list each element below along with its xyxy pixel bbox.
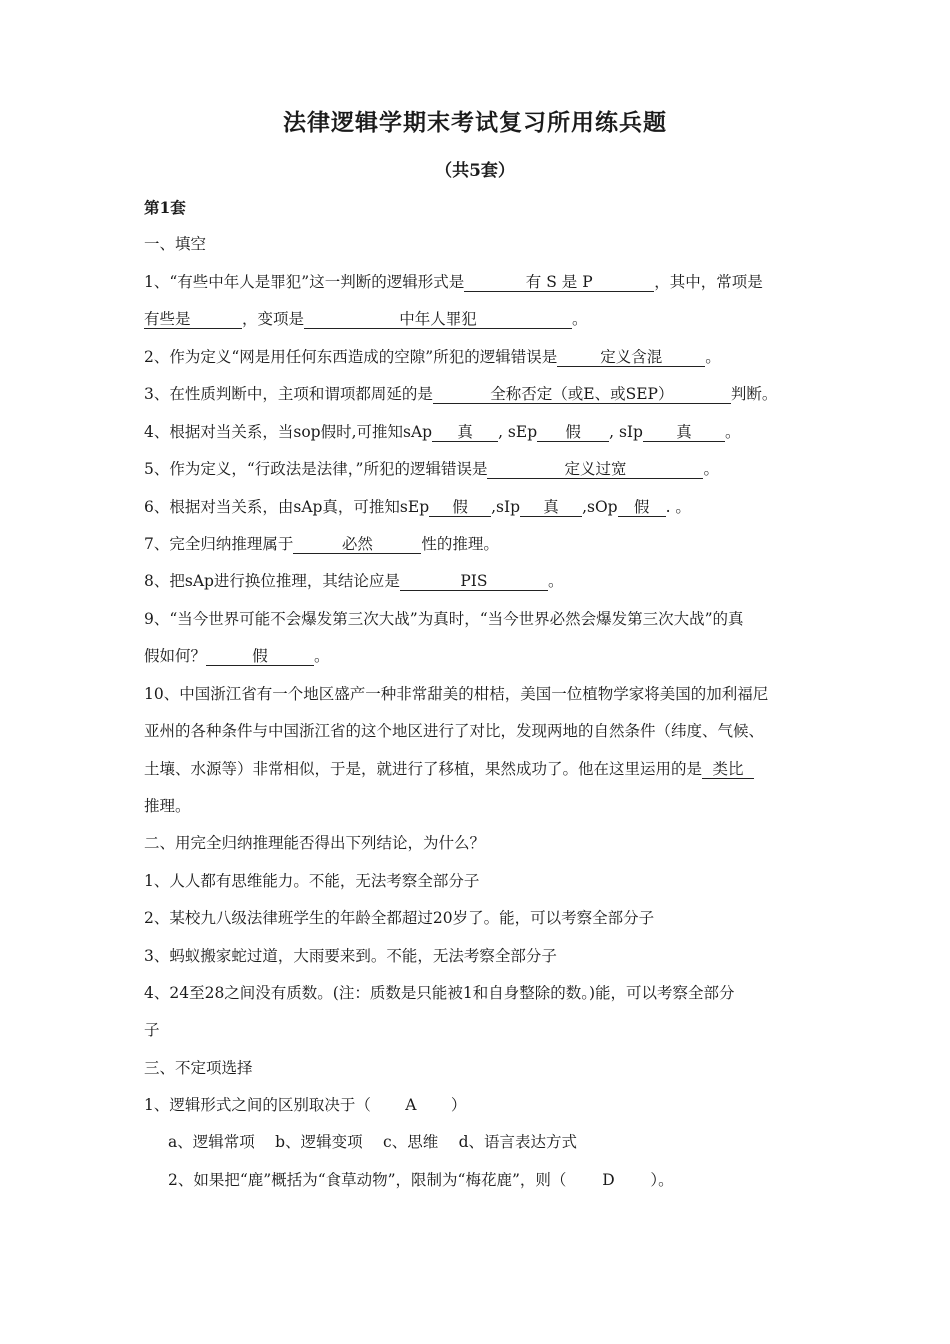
q7-text-b: 性的推理。 [421,535,499,553]
section2-heading: 二、用完全归纳推理能否得出下列结论，为什么？ [144,834,486,852]
s3-q2-answer: D [602,1171,615,1189]
q4-blank2: 假 [537,423,609,442]
q4-text: 4、根据对当关系，当sop假时,可推知sAp [144,423,433,441]
page-title: 法律逻辑学期末考试复习所用练兵题 [283,109,667,136]
q2-text-b: 。 [705,348,721,366]
q6-blank3: 假 [618,498,666,517]
section3-heading: 三、不定项选择 [144,1059,253,1077]
q5-line [144,459,719,479]
q8-line [144,571,563,591]
s3-q2-text: 2、如果把“鹿”概括为“食草动物”，限制为“梅花鹿”，则（ [168,1171,567,1189]
q7-line [144,534,499,554]
section1-heading: 一、填空 [144,235,207,253]
q6-text-d: . 。 [665,498,691,516]
q9-line1: 9、“当今世界可能不会爆发第三次大战”为真时，“当今世界必然会爆发第三次大战”的真 [144,610,744,628]
section2-item: 4、24至28之间没有质数。(注：质数是只能被1和自身整除的数。)能，可以考察全部分 [144,984,735,1002]
q9-blank: 假 [206,647,314,666]
q8-text-b: 。 [547,572,564,590]
q1-blank1: 有 S 是 P [464,273,654,292]
q2-line [144,347,721,367]
q10-line2: 亚州的各种条件与中国浙江省的这个地区进行了对比，发现两地的自然条件（纬度、气候、 [144,722,765,740]
q1-line2 [144,309,588,329]
q4-line [144,422,741,442]
q4-text-c: , sIp [609,423,643,441]
s3-q2-line [168,1170,674,1190]
q3-blank: 全称否定（或E、或SEP） [433,385,731,404]
q1-text-b: ，其中，常项是 [654,273,763,291]
q7-blank: 必然 [293,535,421,554]
q9-text: 假如何？ [144,647,207,665]
q5-text: 5、作为定义，“行政法是法律，”所犯的逻辑错误是 [144,460,488,478]
q4-blank1: 真 [432,423,498,442]
q10-line3 [144,759,754,779]
q1-text-d: 。 [572,310,588,328]
q6-blank2: 真 [520,498,582,517]
q4-blank3: 真 [643,423,725,442]
q1-line1 [144,272,763,292]
q6-line [144,497,691,517]
q10-blank: 类比 [702,760,754,779]
q6-text-c: ,sOp [582,498,618,516]
q4-text-b: , sEp [498,423,538,441]
q8-blank: PIS [400,572,548,591]
s3-q1-text-b: ） [450,1096,467,1114]
s3-q1-text: 1、逻辑形式之间的区别取决于（ [144,1096,371,1114]
q1-text: 1、“有些中年人是罪犯”这一判断的逻辑形式是 [144,273,465,291]
section2-item: 3、蚂蚁搬家蛇过道，大雨要来到。不能，无法考察全部分子 [144,947,557,965]
s3-q1-options: a、逻辑常项 b、逻辑变项 c、思维 d、语言表达方式 [168,1133,578,1151]
q3-text: 3、在性质判断中，主项和谓项都周延的是 [144,385,433,403]
q10-line4: 推理。 [144,797,191,815]
q10-text: 土壤、水源等）非常相似，于是，就进行了移植，果然成功了。他在这里运用的是 [144,760,703,778]
q2-blank: 定义含混 [557,348,705,367]
section2-item: 子 [144,1021,160,1039]
section2-item: 1、人人都有思维能力。不能，无法考察全部分子 [144,872,480,890]
q6-text: 6、根据对当关系，由sAp真，可推知sEp [144,498,430,516]
q1-text-c: ，变项是 [242,310,305,328]
q7-text: 7、完全归纳推理属于 [144,535,294,553]
q5-text-b: 。 [703,460,719,478]
q5-blank: 定义过宽 [487,460,703,479]
q10-line1: 10、中国浙江省有一个地区盛产一种非常甜美的柑桔，美国一位植物学家将美国的加利福尼 [144,685,769,703]
section2-item: 2、某校九八级法律班学生的年龄全都超过20岁了。能，可以考察全部分子 [144,909,655,927]
q4-text-d: 。 [724,423,741,441]
set-label: 第1套 [144,198,186,217]
q9-text-b: 。 [314,647,330,665]
q8-text: 8、把sAp进行换位推理，其结论应是 [144,572,400,590]
q6-text-b: ,sIp [491,498,521,516]
page-subtitle: （共5套） [435,161,515,181]
q3-line [144,384,777,404]
q1-blank2: 有些是 [144,310,242,329]
s3-q2-text-b: ）。 [650,1171,674,1189]
q6-blank1: 假 [429,498,491,517]
s3-q1-line [144,1095,466,1115]
s3-q1-answer: A [405,1096,417,1114]
q1-blank3: 中年人罪犯 [304,310,572,329]
q9-line2 [144,646,330,666]
q2-text: 2、作为定义“网是用任何东西造成的空隙”所犯的逻辑错误是 [144,348,558,366]
q3-text-b: 判断。 [730,385,778,403]
